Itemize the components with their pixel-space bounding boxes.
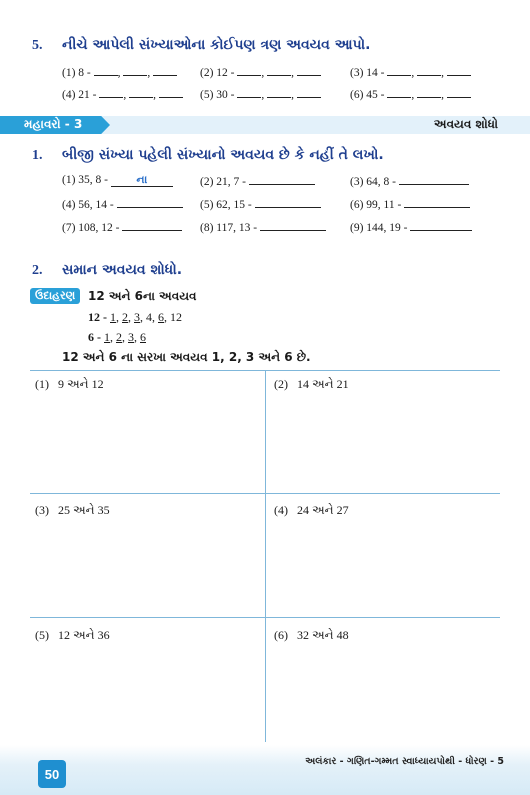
cell-prompt: 12 અને 36: [58, 628, 110, 642]
work-cell-3[interactable]: [35, 503, 110, 518]
q1-item-label: (1) 35, 8 -: [62, 174, 108, 186]
question-1-text: બીજી સંખ્યા પહેલી સંખ્યાનો અવયવ છે કે નહીં તે લખો.: [62, 147, 384, 163]
q5-item-3: (3) 14 - , ,: [350, 64, 471, 79]
factor: 12: [170, 310, 182, 324]
factor: 4: [146, 310, 152, 324]
q1-item-8: [200, 219, 326, 234]
answer-blank[interactable]: [417, 86, 441, 98]
cell-prompt: 32 અને 48: [297, 628, 349, 642]
exercise-title: અવયવ શોધો: [433, 117, 498, 131]
work-cell-2[interactable]: [274, 377, 349, 392]
q1-item-6: [350, 196, 470, 211]
example-row-label: 6 -: [88, 330, 101, 344]
factor-common: 3: [134, 310, 140, 324]
question-5-number: 5.: [32, 38, 43, 53]
factor-common: 2: [116, 330, 122, 344]
q1-item-label: (2) 21, 7 -: [200, 176, 246, 188]
answer-blank[interactable]: [447, 64, 471, 76]
answer-blank[interactable]: [123, 64, 147, 76]
answer-blank[interactable]: [297, 64, 321, 76]
cell-prompt: 24 અને 27: [297, 503, 349, 517]
page-footer: [0, 745, 530, 795]
q5-item-label: (5) 30 -: [200, 89, 235, 101]
answer-blank[interactable]: [111, 173, 173, 187]
exercise-label: મહાવરો - 3: [24, 117, 83, 131]
cell-number: (1): [35, 377, 49, 391]
q5-item-5: (5) 30 - , ,: [200, 86, 321, 101]
q5-item-label: (6) 45 -: [350, 89, 385, 101]
answer-blank[interactable]: [447, 86, 471, 98]
answer-blank[interactable]: [399, 173, 469, 185]
factor-common: 6: [140, 330, 146, 344]
example-title: 12 અને 6ના અવયવ: [88, 289, 197, 303]
answer-blank[interactable]: [410, 219, 472, 231]
cell-number: (4): [274, 503, 288, 517]
answer-blank[interactable]: [260, 219, 326, 231]
cell-prompt: 9 અને 12: [58, 377, 104, 391]
answer-blank[interactable]: [387, 64, 411, 76]
cell-number: (5): [35, 628, 49, 642]
answer-blank[interactable]: [387, 86, 411, 98]
example-badge: ઉદાહરણ: [30, 288, 80, 304]
factor-common: 3: [128, 330, 134, 344]
answer-blank[interactable]: [237, 86, 261, 98]
answer-blank[interactable]: [153, 64, 177, 76]
q1-item-1: [62, 173, 173, 187]
answer-blank[interactable]: [404, 196, 470, 208]
q1-item-7: [62, 219, 182, 234]
q1-item-label: (6) 99, 11 -: [350, 199, 402, 211]
q5-item-4: (4) 21 - , ,: [62, 86, 183, 101]
answer-blank[interactable]: [94, 64, 118, 76]
answer-blank[interactable]: [159, 86, 183, 98]
work-cell-4[interactable]: [274, 503, 349, 518]
answer-blank[interactable]: [237, 64, 261, 76]
question-2-text: સમાન અવયવ શોધો.: [62, 262, 183, 278]
work-cell-1[interactable]: [35, 377, 104, 392]
q1-item-label: (8) 117, 13 -: [200, 222, 258, 234]
cell-number: (3): [35, 503, 49, 517]
question-1-number: 1.: [32, 148, 43, 163]
q1-item-label: (3) 64, 8 -: [350, 176, 396, 188]
answer-blank[interactable]: [249, 173, 315, 185]
q1-item-9: [350, 219, 472, 234]
page-number: 50: [38, 760, 66, 788]
q5-item-1: (1) 8 - , ,: [62, 64, 177, 79]
q1-item-4: [62, 196, 183, 211]
answer-blank[interactable]: [129, 86, 153, 98]
answer-blank[interactable]: [122, 219, 182, 231]
work-cell-6[interactable]: [274, 628, 349, 643]
example-row-6: 6 - 1, 2, 3, 6: [88, 330, 146, 344]
q5-item-label: (3) 14 -: [350, 67, 385, 79]
q5-item-6: (6) 45 - , ,: [350, 86, 471, 101]
q1-item-label: (7) 108, 12 -: [62, 222, 120, 234]
q1-item-5: [200, 196, 321, 211]
question-2-number: 2.: [32, 263, 43, 278]
example-conclusion: 12 અને 6 ના સરખા અવયવ 1, 2, 3 અને 6 છે.: [62, 350, 311, 364]
cell-prompt: 14 અને 21: [297, 377, 349, 391]
answer-blank[interactable]: [297, 86, 321, 98]
q5-item-label: (4) 21 -: [62, 89, 97, 101]
q1-item-3: [350, 173, 469, 188]
answer-text: ના: [136, 173, 148, 186]
footer-book-title: અલંકાર - ગણિત-ગમ્મત સ્વાધ્યાયપોથી - ધોરણ - 5: [305, 756, 504, 767]
factor-common: 2: [122, 310, 128, 324]
q5-item-2: (2) 12 - , ,: [200, 64, 321, 79]
q5-item-label: (1) 8 -: [62, 67, 91, 79]
factor-common: 1: [110, 310, 116, 324]
answer-blank[interactable]: [267, 86, 291, 98]
cell-number: (2): [274, 377, 288, 391]
answer-blank[interactable]: [117, 196, 183, 208]
q1-item-label: (9) 144, 19 -: [350, 222, 408, 234]
q1-item-label: (4) 56, 14 -: [62, 199, 114, 211]
answer-blank[interactable]: [267, 64, 291, 76]
grid-divider: [265, 370, 266, 742]
factor-common: 1: [104, 330, 110, 344]
cell-number: (6): [274, 628, 288, 642]
q1-item-label: (5) 62, 15 -: [200, 199, 252, 211]
q5-item-label: (2) 12 -: [200, 67, 235, 79]
factor-common: 6: [158, 310, 164, 324]
answer-blank[interactable]: [255, 196, 321, 208]
example-row-12: 12 - 1, 2, 3, 4, 6, 12: [88, 310, 182, 324]
cell-prompt: 25 અને 35: [58, 503, 110, 517]
answer-blank[interactable]: [417, 64, 441, 76]
work-cell-5[interactable]: [35, 628, 110, 643]
question-5-text: નીચે આપેલી સંખ્યાઓના કોઈપણ ત્રણ અવયવ આપો.: [62, 37, 371, 53]
answer-blank[interactable]: [99, 86, 123, 98]
example-row-label: 12 -: [88, 310, 107, 324]
q1-item-2: [200, 173, 315, 188]
